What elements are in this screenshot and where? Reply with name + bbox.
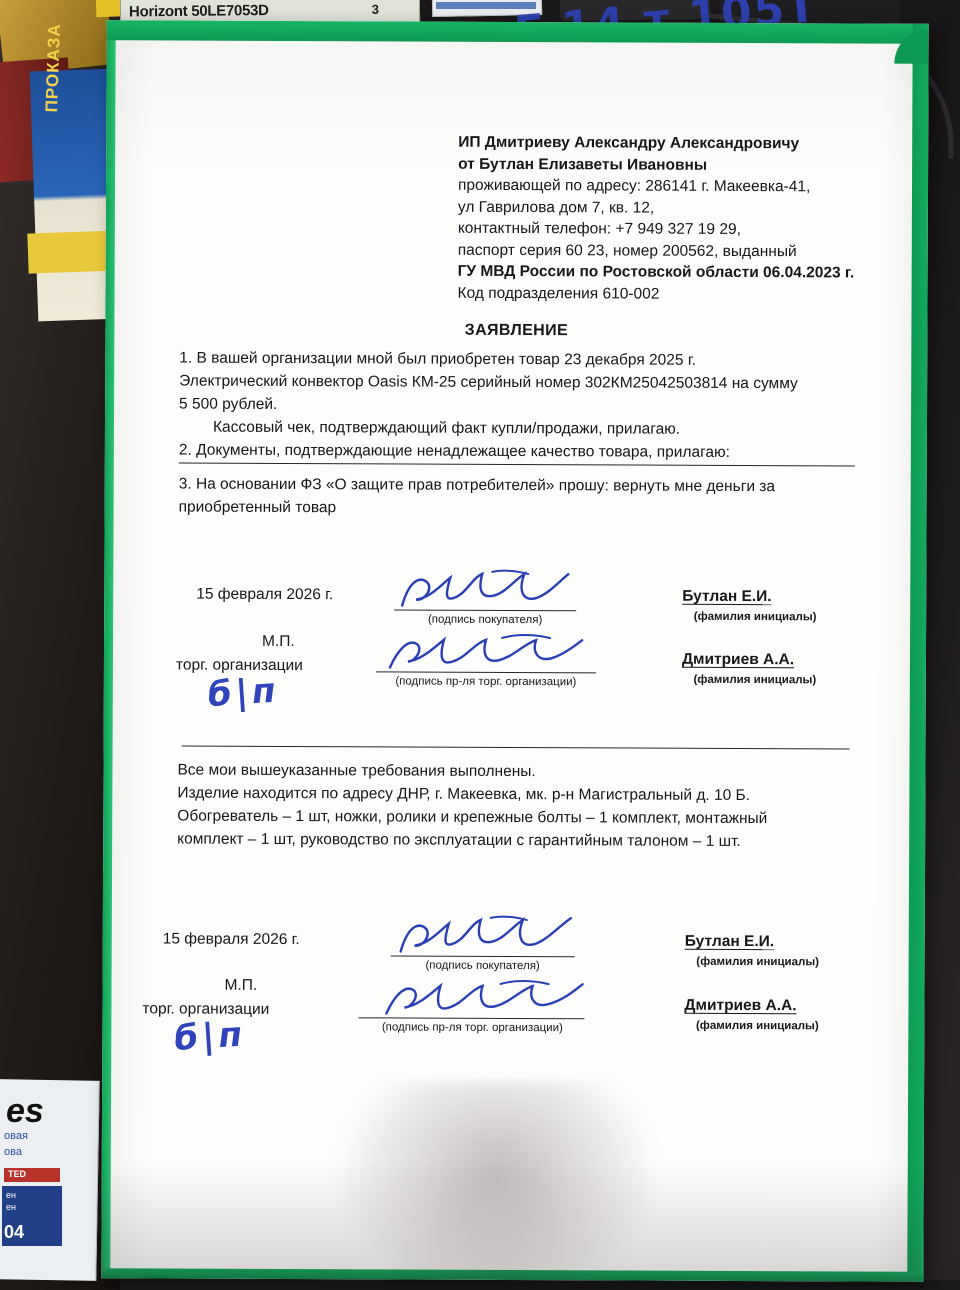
sig2-seller-name-caption: (фамилия инициалы) [695,1019,819,1033]
sig1-date: 15 февраля 2026 г. [196,585,334,604]
sig1-mp-line2: торг. организации [175,656,303,675]
sig2-buyer-name: Бутлан Е.И. [684,932,775,951]
demand-block [179,473,855,522]
sig2-stamp-ink: б|п [173,1014,248,1059]
addressee-line-7: ГУ МВД России по Ростовской области 06.04.2023 г. [457,262,855,282]
document-title: ЗАЯВЛЕНИЕ [464,321,569,340]
item3-line2: приобретенный товар [178,498,337,517]
sig2-seller-caption: (подпись пр-ля торг. организации) [381,1021,563,1035]
sig1-seller-caption: (подпись пр-ля торг. организации) [395,675,577,689]
sig2-date: 15 февраля 2026 г. [162,930,300,949]
confirmation-line-2: Изделие находится по адресу ДНР, г. Макеевка, мк. р-н Магистральный д. 10 Б. [177,784,751,805]
claim-items-block [179,347,855,465]
item1-line3: 5 500 рублей. [179,395,278,413]
confirmation-line-3: Обогреватель – 1 шт, ножки, ролики и крепежные болты – 1 комплект, монтажный [177,807,768,828]
sig1-seller-signature [382,631,592,680]
sig1-buyer-name-caption: (фамилия инициалы) [693,610,817,624]
divider-rule-2 [182,746,850,750]
addressee-line-6: паспорт серия 60 23, номер 200562, выданный [457,241,797,260]
bottom-magazine-line1: овая [4,1130,28,1142]
item1-line1: 1. В вашей организации мной был приобретен товар 23 декабря 2025 г. [179,349,696,369]
blue-magazine-title: ПРОКАЗА [42,22,65,113]
bottom-magazine-blue-line2: ен [6,1202,16,1212]
sig2-mp-line2: торг. организации [142,1000,270,1018]
sig2-buyer-name-caption: (фамилия инициалы) [696,955,820,969]
sig1-seller-name-caption: (фамилия инициалы) [693,673,817,687]
item1-line2: Электрический конвектор Oasis КМ-25 серийный номер 302КМ25042503814 на сумму [179,372,798,393]
sig2-seller-signature [378,977,590,1026]
bottom-magazine-line2: ова [4,1146,22,1158]
sig2-buyer-caption: (подпись покупателя) [425,959,540,973]
item1-line4: Кассовый чек, подтверждающий факт купли/продажи, прилагаю. [212,418,681,438]
sig1-seller-name: Дмитриев А.А. [681,650,795,669]
bottom-magazine-title: es [6,1092,44,1130]
addressee-line-2: от Бутлан Елизаветы Ивановны [458,155,708,174]
addressee-line-8: Код подразделения 610-002 [457,284,660,303]
addressee-line-1: ИП Дмитриеву Александру Александровичу [458,133,800,153]
page-shadow-bottom [101,1160,922,1282]
bottom-magazine-number: 04 [4,1222,25,1242]
sig1-buyer-name: Бутлан Е.И. [682,587,772,606]
tv-box-number: 3 [371,1,380,17]
sig1-stamp-ink: б|п [206,670,281,716]
bottom-magazine-blue-line1: ен [6,1190,16,1200]
confirmation-line-4: комплект – 1 шт, руководство по эксплуатации с гарантийным талоном – 1 шт. [177,830,741,850]
bottom-magazine-badge-label: TED [8,1169,26,1179]
item2: 2. Документы, подтверждающие ненадлежащее качество товара, прилагаю: [178,441,730,461]
sig2-seller-name: Дмитриев А.А. [684,996,797,1015]
addressee-line-5: контактный телефон: +7 949 327 19 29, [457,219,741,238]
sig1-buyer-caption: (подпись покупателя) [427,613,543,627]
item3-line1: 3. На основании ФЗ «О защите прав потребителей» прошу: вернуть мне деньги за [178,475,776,496]
addressee-line-4: ул Гаврилова дом 7, кв. 12, [457,198,655,217]
sig1-mp-line1: М.П. [262,632,295,651]
sig2-buyer-signature [395,913,585,962]
sheet-paper [101,20,928,1282]
sig1-buyer-signature [396,567,586,616]
confirmation-line-1: Все мои вышеуказанные требования выполнены. [177,761,536,781]
confirmation-block [177,759,853,854]
addressee-line-3: проживающей по адресу: 286141 г. Макеевка-41, [457,176,811,196]
sig2-mp-line1: М.П. [224,976,258,994]
addressee-block [458,132,879,306]
tv-box-label: Horizont 50LE7053D [128,2,269,21]
document-sheet [101,20,928,1282]
